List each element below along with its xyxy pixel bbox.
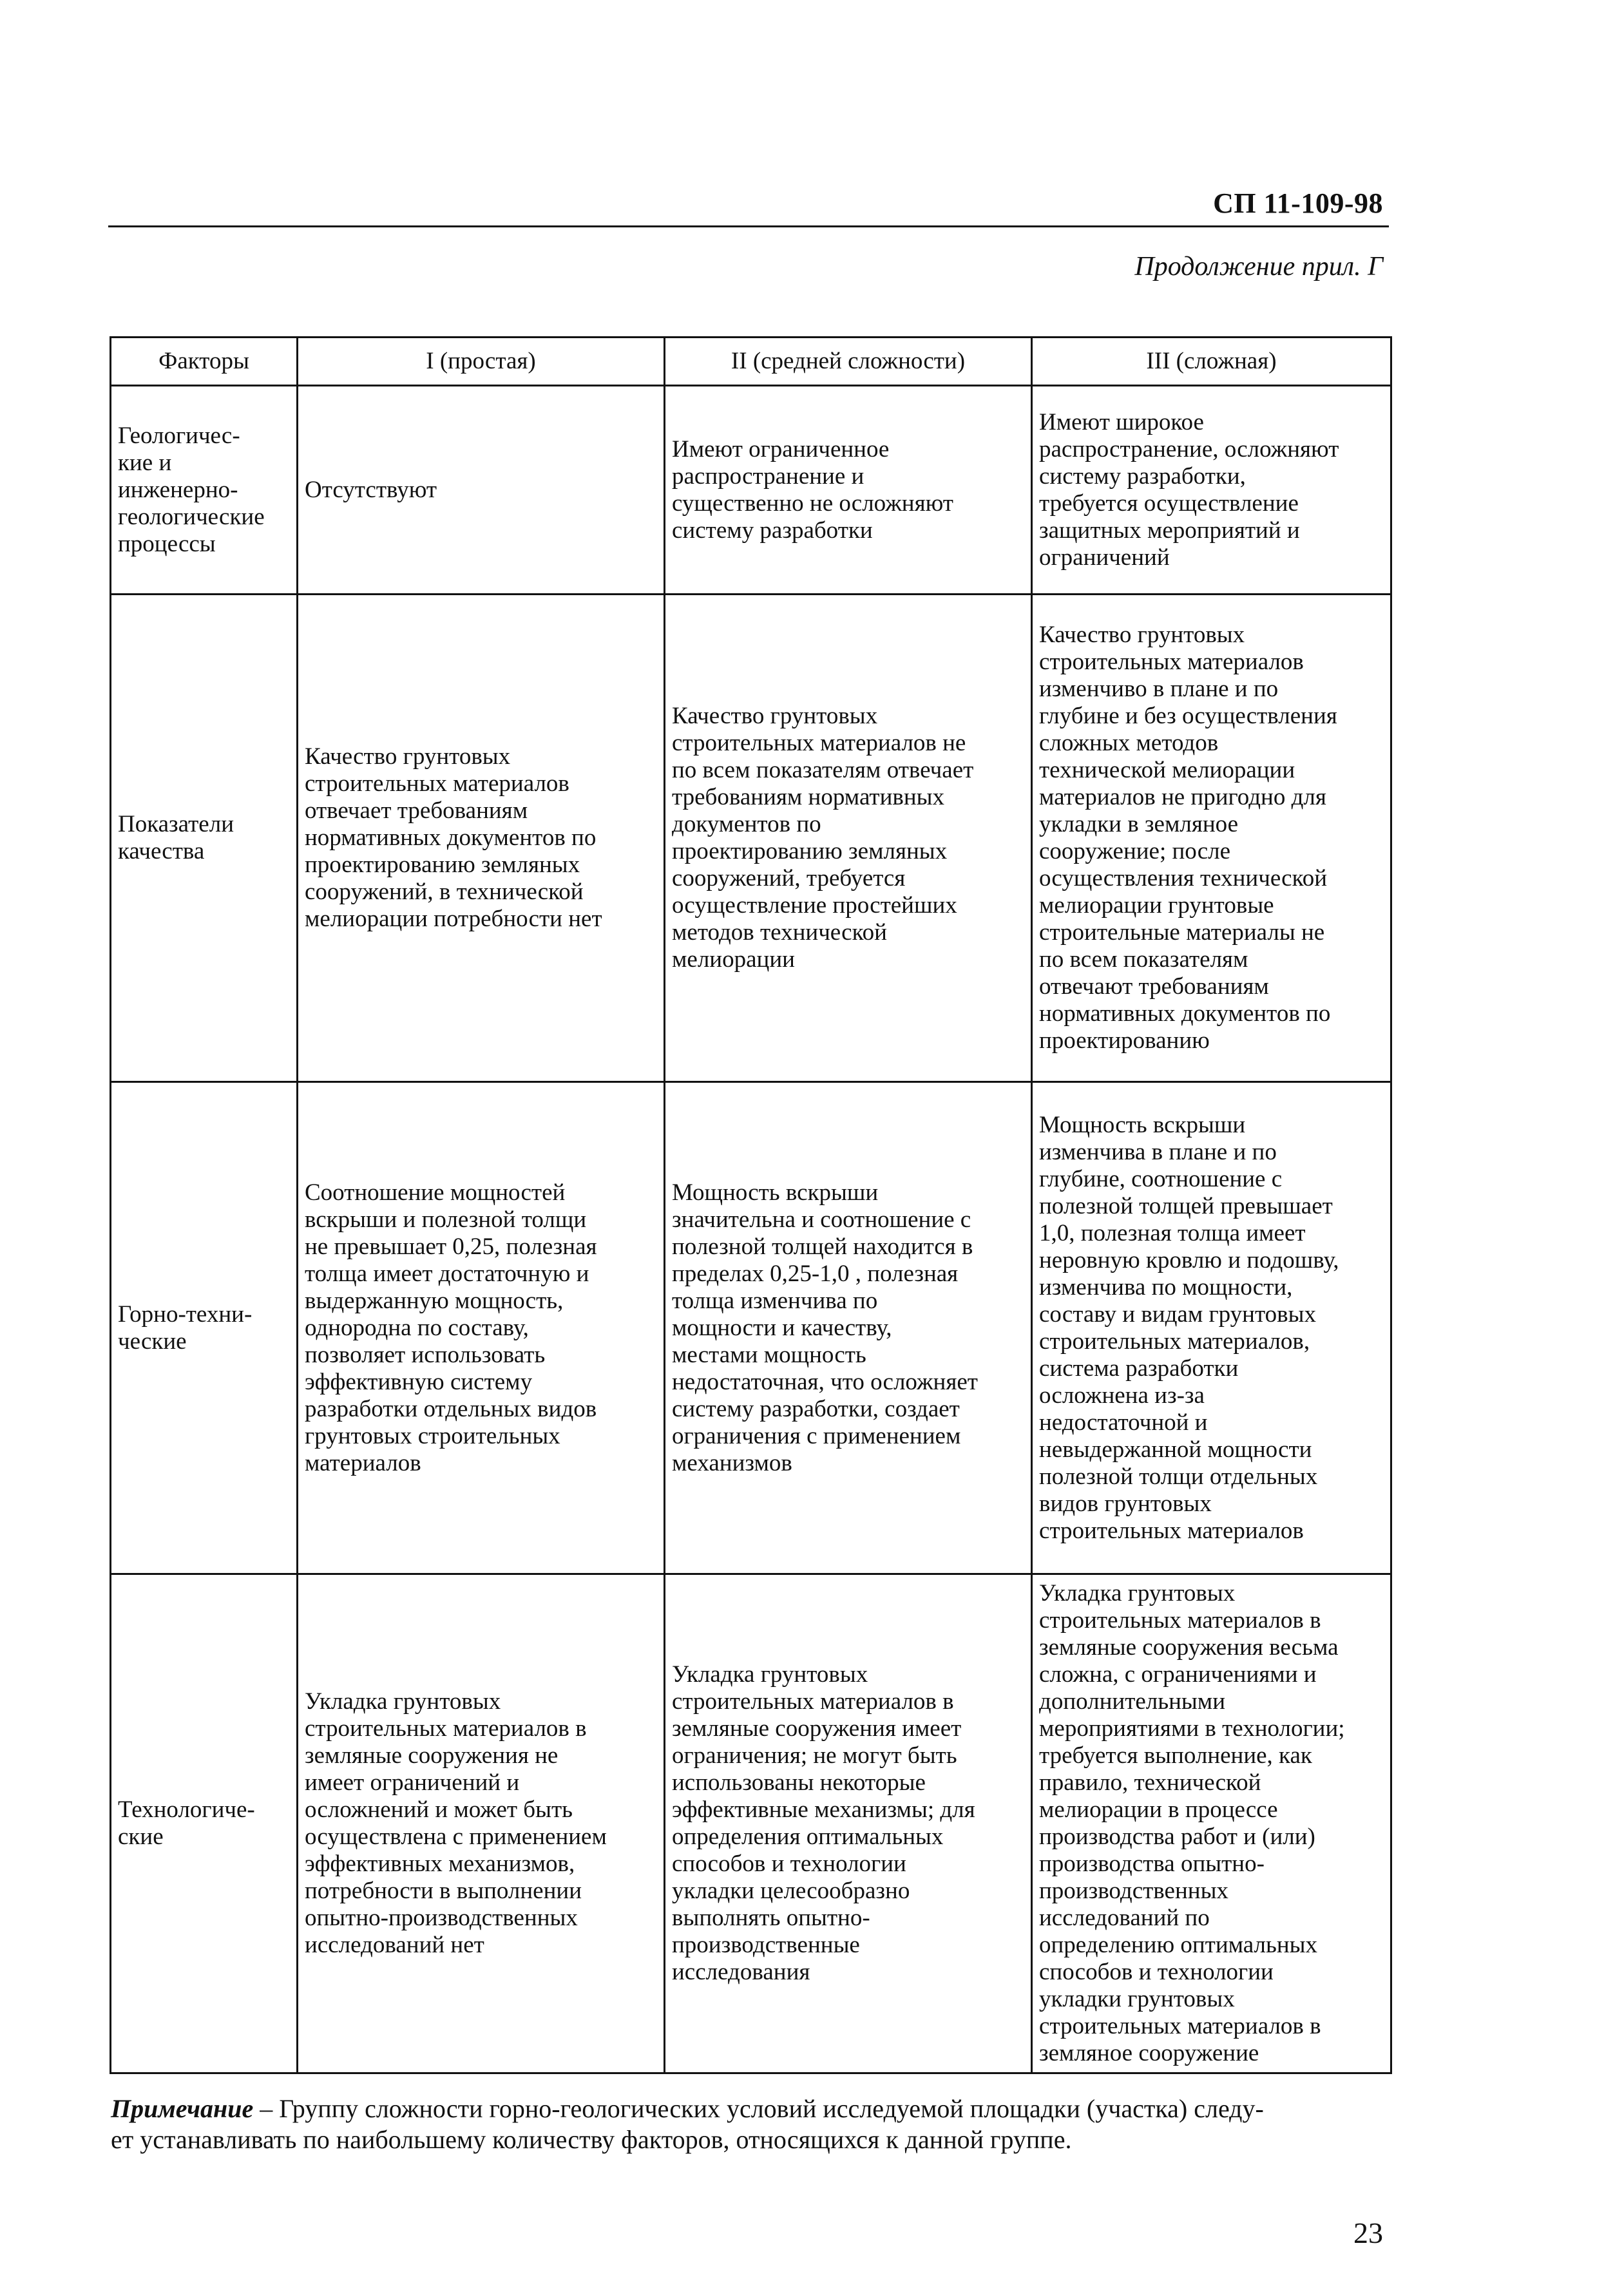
complex-cell xyxy=(1032,386,1391,595)
complex-text: Имеют широкое распространение, осложняют систему разработки, требуется осуществление защитных мероприятий и ограничений xyxy=(1039,408,1339,571)
simple-cell xyxy=(298,595,665,1082)
column-header-simple: I (простая) xyxy=(298,338,665,386)
factor-cell xyxy=(111,595,298,1082)
column-header-complex: III (сложная) xyxy=(1032,338,1391,386)
medium-cell xyxy=(665,386,1032,595)
factor-cell xyxy=(111,1574,298,2073)
header-rule xyxy=(108,225,1389,227)
simple-cell xyxy=(298,386,665,595)
table-header-row xyxy=(111,338,1391,386)
complex-cell xyxy=(1032,1082,1391,1574)
complex-cell xyxy=(1032,1574,1391,2073)
column-header-medium: II (средней сложности) xyxy=(665,338,1032,386)
complexity-table xyxy=(110,336,1392,2074)
footnote xyxy=(111,2093,1389,2155)
complex-cell xyxy=(1032,595,1391,1082)
factor-cell xyxy=(111,1082,298,1574)
factor-text: Технологиче- ские xyxy=(118,1796,255,1850)
column-header-factors: Факторы xyxy=(111,338,298,386)
page-number: 23 xyxy=(1353,2216,1383,2249)
table-row xyxy=(111,1082,1391,1574)
factor-text: Геологичес- кие и инженерно- геологические процессы xyxy=(118,422,265,557)
simple-text: Укладка грунтовых строительных материалов в земляные сооружения не имеет ограничений и осложнений и может быть осуществлена с применением эффективных механизмов, потребности в выполнении опытно-производственных исследований нет xyxy=(305,1688,607,1958)
medium-cell xyxy=(665,595,1032,1082)
complex-text: Качество грунтовых строительных материалов изменчиво в плане и по глубине и без осуществления сложных методов технической мелиорации материалов не пригодно для укладки в земляное сооружение; после осуществления технической мелиорации грунтовые строительные материалы не по всем показателям отвечают требованиям нормативных документов по проектированию xyxy=(1039,622,1337,1054)
medium-text: Качество грунтовых строительных материалов не по всем показателям отвечает требованиям нормативных документов по проектированию земляных сооружений, требуется осуществление простейших методов технической мелиорации xyxy=(672,703,974,973)
simple-text: Качество грунтовых строительных материалов отвечает требованиям нормативных документов по проектированию земляных сооружений, в технической мелиорации потребности нет xyxy=(305,743,602,932)
complex-text: Мощность вскрыши изменчива в плане и по глубине, соотношение с полезной толщей превышает 1,0, полезная толща имеет неровную кровлю и подошву, изменчива по мощности, составу и видам грунтовых строительных материалов, система разработки осложнена из-за недостаточной и невыдержанной мощности полезной толщи отдельных видов грунтовых строительных материалов xyxy=(1039,1111,1339,1544)
simple-cell xyxy=(298,1574,665,2073)
factor-cell xyxy=(111,386,298,595)
complex-text: Укладка грунтовых строительных материалов в земляные сооружения весьма сложна, с ограничениями и дополнительными мероприятиями в технологии; требуется выполнение, как правило, технической мелиорации в процессе производства работ и (или) производства опытно- производственных исследований по определению оптимальных способов и технологии укладки грунтовых строительных материалов в земляное сооружение xyxy=(1039,1580,1345,2066)
footnote-text: – Группу сложности горно-геологических условий исследуемой площадки (участка) следу- ет устанавливать по наибольшему количеству факторов, относящихся к данной группе. xyxy=(111,2094,1264,2154)
medium-cell xyxy=(665,1082,1032,1574)
table-row xyxy=(111,1574,1391,2073)
medium-text: Укладка грунтовых строительных материалов в земляные сооружения имеет ограничения; не могут быть использованы некоторые эффективные механизмы; для определения оптимальных способов и технологии укладки целесообразно выполнять опытно- производственные исследования xyxy=(672,1661,975,1985)
factor-text: Показатели качества xyxy=(118,811,234,864)
table-row xyxy=(111,386,1391,595)
simple-text: Соотношение мощностей вскрыши и полезной толщи не превышает 0,25, полезная толща имеет достаточную и выдержанную мощность, однородна по составу, позволяет использовать эффективную систему разработки отдельных видов грунтовых строительных материалов xyxy=(305,1179,597,1476)
document-code: СП 11-109-98 xyxy=(1213,187,1383,219)
medium-text: Имеют ограниченное распространение и существенно не осложняют систему разработки xyxy=(672,435,953,544)
footnote-label: Примечание xyxy=(111,2094,254,2123)
simple-cell xyxy=(298,1082,665,1574)
simple-text: Отсутствуют xyxy=(305,476,437,503)
factor-text: Горно-техни- ческие xyxy=(118,1300,253,1355)
continuation-label: Продолжение прил. Г xyxy=(1134,252,1383,281)
medium-cell xyxy=(665,1574,1032,2073)
medium-text: Мощность вскрыши значительна и соотношение с полезной толщей находится в пределах 0,25-1,0 , полезная толща изменчива по мощности и качеству, местами мощность недостаточная, что осложняет систему разработки, создает ограничения с применением механизмов xyxy=(672,1179,978,1476)
table-row xyxy=(111,595,1391,1082)
